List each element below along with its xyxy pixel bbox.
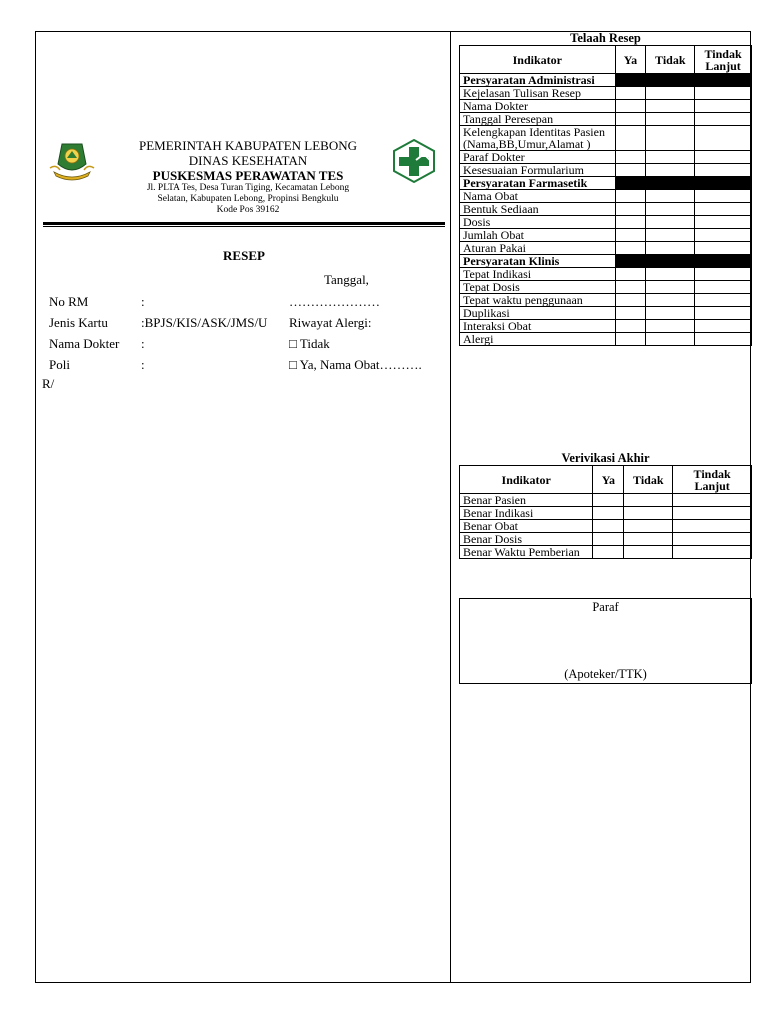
check-cell-tidak[interactable] bbox=[624, 520, 673, 533]
table-row bbox=[460, 268, 752, 281]
puskesmas-logo-icon bbox=[390, 138, 438, 184]
header-rule-thin bbox=[43, 226, 445, 227]
table-row bbox=[460, 100, 752, 113]
address-line-1: Jl. PLTA Tes, Desa Turan Tiging, Kecamatan Lebong bbox=[146, 183, 350, 193]
shaded-cell-ya bbox=[615, 255, 646, 268]
signature-title: Paraf bbox=[592, 600, 619, 614]
check-cell-ya[interactable] bbox=[615, 229, 646, 242]
table-row bbox=[460, 546, 752, 559]
section-label: Persyaratan Farmasetik bbox=[460, 177, 616, 190]
table-row bbox=[460, 320, 752, 333]
check-cell-ya[interactable] bbox=[615, 190, 646, 203]
table-row bbox=[460, 203, 752, 216]
rx-symbol: R/ bbox=[42, 376, 55, 391]
check-cell-tindak-lanjut[interactable] bbox=[695, 203, 752, 216]
allergy-label: Riwayat Alergi: bbox=[289, 315, 372, 330]
check-cell-tindak-lanjut[interactable] bbox=[673, 520, 752, 533]
verif-col-header-indikator: Indikator bbox=[460, 466, 593, 494]
indicator-label: Tepat waktu penggunaan bbox=[460, 294, 616, 307]
table-row bbox=[460, 190, 752, 203]
check-cell-ya[interactable] bbox=[615, 320, 646, 333]
field-value-jenis-kartu[interactable]: :BPJS/KIS/ASK/JMS/U bbox=[141, 315, 268, 330]
check-cell-ya[interactable] bbox=[615, 203, 646, 216]
resep-title: RESEP bbox=[223, 248, 265, 263]
col-header-tindak-lanjut: Tindak Lanjut bbox=[695, 46, 752, 74]
check-cell-tindak-lanjut[interactable] bbox=[695, 307, 752, 320]
table-row bbox=[460, 281, 752, 294]
gov-name: PEMERINTAH KABUPATEN LEBONG bbox=[138, 138, 358, 153]
indicator-label: Kejelasan Tulisan Resep bbox=[460, 87, 616, 100]
check-cell-tidak[interactable] bbox=[646, 294, 695, 307]
verifikasi-table bbox=[459, 465, 752, 559]
table-row bbox=[460, 151, 752, 164]
check-cell-tindak-lanjut[interactable] bbox=[695, 268, 752, 281]
check-cell-tidak[interactable] bbox=[646, 333, 695, 346]
check-cell-tindak-lanjut[interactable] bbox=[695, 113, 752, 126]
check-cell-ya[interactable] bbox=[593, 533, 624, 546]
check-cell-tindak-lanjut[interactable] bbox=[695, 242, 752, 255]
check-cell-tidak[interactable] bbox=[646, 164, 695, 177]
date-label: Tanggal, bbox=[324, 272, 369, 287]
table-row bbox=[460, 216, 752, 229]
check-cell-tidak[interactable] bbox=[646, 203, 695, 216]
indicator-label: Aturan Pakai bbox=[460, 242, 616, 255]
check-cell-tidak[interactable] bbox=[646, 307, 695, 320]
check-cell-tindak-lanjut[interactable] bbox=[695, 87, 752, 100]
check-cell-tidak[interactable] bbox=[646, 229, 695, 242]
check-cell-ya[interactable] bbox=[615, 268, 646, 281]
check-cell-tindak-lanjut[interactable] bbox=[695, 320, 752, 333]
indicator-label: Tanggal Peresepan bbox=[460, 113, 616, 126]
table-row bbox=[460, 520, 752, 533]
table-row bbox=[460, 164, 752, 177]
check-cell-tidak[interactable] bbox=[646, 100, 695, 113]
indicator-label: Kelengkapan Identitas Pasien (Nama,BB,Umur,Alamat ) bbox=[460, 126, 616, 151]
table-row bbox=[460, 333, 752, 346]
indicator-label: Duplikasi bbox=[460, 307, 616, 320]
check-cell-tidak[interactable] bbox=[646, 113, 695, 126]
check-cell-ya[interactable] bbox=[615, 216, 646, 229]
telaah-title: Telaah Resep bbox=[570, 31, 641, 45]
check-cell-tidak[interactable] bbox=[646, 126, 695, 151]
indicator-label: Nama Obat bbox=[460, 190, 616, 203]
shaded-cell-tindak-lanjut bbox=[695, 255, 752, 268]
check-cell-tindak-lanjut[interactable] bbox=[695, 216, 752, 229]
field-value-poli[interactable]: : bbox=[141, 357, 145, 372]
table-row bbox=[460, 307, 752, 320]
facility-name: PUSKESMAS PERAWATAN TES bbox=[152, 168, 344, 183]
shaded-cell-tidak bbox=[646, 74, 695, 87]
check-cell-ya[interactable] bbox=[593, 507, 624, 520]
allergy-option-tidak[interactable]: □ Tidak bbox=[289, 336, 330, 351]
indicator-label: Jumlah Obat bbox=[460, 229, 616, 242]
check-cell-ya[interactable] bbox=[615, 294, 646, 307]
verifikasi-title: Verivikasi Akhir bbox=[561, 451, 650, 465]
check-cell-ya[interactable] bbox=[593, 520, 624, 533]
table-row bbox=[460, 494, 752, 507]
agency-name: DINAS KESEHATAN bbox=[188, 153, 308, 168]
verif-col-header-ya: Ya bbox=[593, 466, 624, 494]
check-cell-ya[interactable] bbox=[615, 164, 646, 177]
check-cell-ya[interactable] bbox=[615, 126, 646, 151]
col-header-ya: Ya bbox=[615, 46, 646, 74]
check-cell-ya[interactable] bbox=[615, 333, 646, 346]
shaded-cell-ya bbox=[615, 177, 646, 190]
check-cell-ya[interactable] bbox=[615, 113, 646, 126]
field-label-jenis-kartu: Jenis Kartu bbox=[49, 315, 108, 330]
verif-indicator-label: Benar Dosis bbox=[460, 533, 593, 546]
check-cell-tindak-lanjut[interactable] bbox=[695, 229, 752, 242]
check-cell-tidak[interactable] bbox=[624, 533, 673, 546]
field-label-no-rm: No RM bbox=[49, 294, 89, 309]
shaded-cell-tidak bbox=[646, 255, 695, 268]
check-cell-tindak-lanjut[interactable] bbox=[695, 100, 752, 113]
verif-col-header-tindak-lanjut: Tindak Lanjut bbox=[673, 466, 752, 494]
indicator-label: Tepat Indikasi bbox=[460, 268, 616, 281]
header-rule-thick bbox=[43, 222, 445, 225]
indicator-label: Dosis bbox=[460, 216, 616, 229]
check-cell-tindak-lanjut[interactable] bbox=[695, 281, 752, 294]
field-label-poli: Poli bbox=[49, 357, 70, 372]
table-row bbox=[460, 507, 752, 520]
postal-code: Kode Pos 39162 bbox=[216, 205, 280, 215]
col-header-indikator: Indikator bbox=[460, 46, 616, 74]
column-divider bbox=[450, 31, 451, 983]
table-row bbox=[460, 229, 752, 242]
indicator-label: Paraf Dokter bbox=[460, 151, 616, 164]
check-cell-tindak-lanjut[interactable] bbox=[695, 294, 752, 307]
check-cell-tidak[interactable] bbox=[624, 546, 673, 559]
check-cell-ya[interactable] bbox=[593, 494, 624, 507]
check-cell-tidak[interactable] bbox=[624, 507, 673, 520]
check-cell-tidak[interactable] bbox=[646, 268, 695, 281]
check-cell-tindak-lanjut[interactable] bbox=[673, 507, 752, 520]
check-cell-tidak[interactable] bbox=[646, 320, 695, 333]
verif-indicator-label: Benar Pasien bbox=[460, 494, 593, 507]
check-cell-ya[interactable] bbox=[615, 151, 646, 164]
letterhead-text bbox=[108, 138, 388, 216]
field-value-nama-dokter[interactable]: : bbox=[141, 336, 145, 351]
check-cell-tindak-lanjut[interactable] bbox=[695, 164, 752, 177]
check-cell-tidak[interactable] bbox=[646, 242, 695, 255]
check-cell-tindak-lanjut[interactable] bbox=[695, 190, 752, 203]
section-row bbox=[460, 255, 752, 268]
table-row bbox=[460, 242, 752, 255]
check-cell-tidak[interactable] bbox=[646, 216, 695, 229]
table-row bbox=[460, 533, 752, 546]
check-cell-tidak[interactable] bbox=[646, 190, 695, 203]
check-cell-ya[interactable] bbox=[615, 242, 646, 255]
check-cell-tidak[interactable] bbox=[624, 494, 673, 507]
check-cell-tindak-lanjut[interactable] bbox=[695, 333, 752, 346]
section-row bbox=[460, 74, 752, 87]
check-cell-tindak-lanjut[interactable] bbox=[673, 533, 752, 546]
check-cell-tidak[interactable] bbox=[646, 87, 695, 100]
letterhead bbox=[43, 130, 445, 222]
check-cell-ya[interactable] bbox=[593, 546, 624, 559]
indicator-label: Tepat Dosis bbox=[460, 281, 616, 294]
section-label: Persyaratan Administrasi bbox=[460, 74, 616, 87]
section-row bbox=[460, 177, 752, 190]
telaah-table bbox=[459, 45, 752, 346]
table-row bbox=[460, 294, 752, 307]
check-cell-tindak-lanjut[interactable] bbox=[673, 546, 752, 559]
indicator-label: Alergi bbox=[460, 333, 616, 346]
indicator-label: Kesesuaian Formularium bbox=[460, 164, 616, 177]
check-cell-ya[interactable] bbox=[615, 100, 646, 113]
field-label-nama-dokter: Nama Dokter bbox=[49, 336, 120, 351]
shaded-cell-tindak-lanjut bbox=[695, 74, 752, 87]
check-cell-ya[interactable] bbox=[615, 281, 646, 294]
allergy-option-ya[interactable]: □ Ya, Nama Obat………. bbox=[289, 357, 422, 372]
shaded-cell-tidak bbox=[646, 177, 695, 190]
check-cell-tidak[interactable] bbox=[646, 281, 695, 294]
check-cell-tindak-lanjut[interactable] bbox=[695, 126, 752, 151]
indicator-label: Interaksi Obat bbox=[460, 320, 616, 333]
shaded-cell-ya bbox=[615, 74, 646, 87]
table-row bbox=[460, 126, 752, 151]
check-cell-tindak-lanjut[interactable] bbox=[673, 494, 752, 507]
signature-box[interactable] bbox=[459, 598, 752, 684]
table-row bbox=[460, 113, 752, 126]
date-dots[interactable]: ………………… bbox=[289, 294, 380, 309]
check-cell-tindak-lanjut[interactable] bbox=[695, 151, 752, 164]
field-value-no-rm[interactable]: : bbox=[141, 294, 145, 309]
table-row bbox=[460, 87, 752, 100]
verif-indicator-label: Benar Indikasi bbox=[460, 507, 593, 520]
section-label: Persyaratan Klinis bbox=[460, 255, 616, 268]
check-cell-tidak[interactable] bbox=[646, 151, 695, 164]
check-cell-ya[interactable] bbox=[615, 87, 646, 100]
regency-emblem-icon bbox=[48, 138, 96, 184]
verif-indicator-label: Benar Obat bbox=[460, 520, 593, 533]
indicator-label: Bentuk Sediaan bbox=[460, 203, 616, 216]
address-line-2: Selatan, Kabupaten Lebong, Propinsi Bengkulu bbox=[157, 194, 339, 204]
indicator-label: Nama Dokter bbox=[460, 100, 616, 113]
col-header-tidak: Tidak bbox=[646, 46, 695, 74]
verif-indicator-label: Benar Waktu Pemberian bbox=[460, 546, 593, 559]
signer-role: (Apoteker/TTK) bbox=[564, 667, 647, 681]
shaded-cell-tindak-lanjut bbox=[695, 177, 752, 190]
check-cell-ya[interactable] bbox=[615, 307, 646, 320]
verif-col-header-tidak: Tidak bbox=[624, 466, 673, 494]
